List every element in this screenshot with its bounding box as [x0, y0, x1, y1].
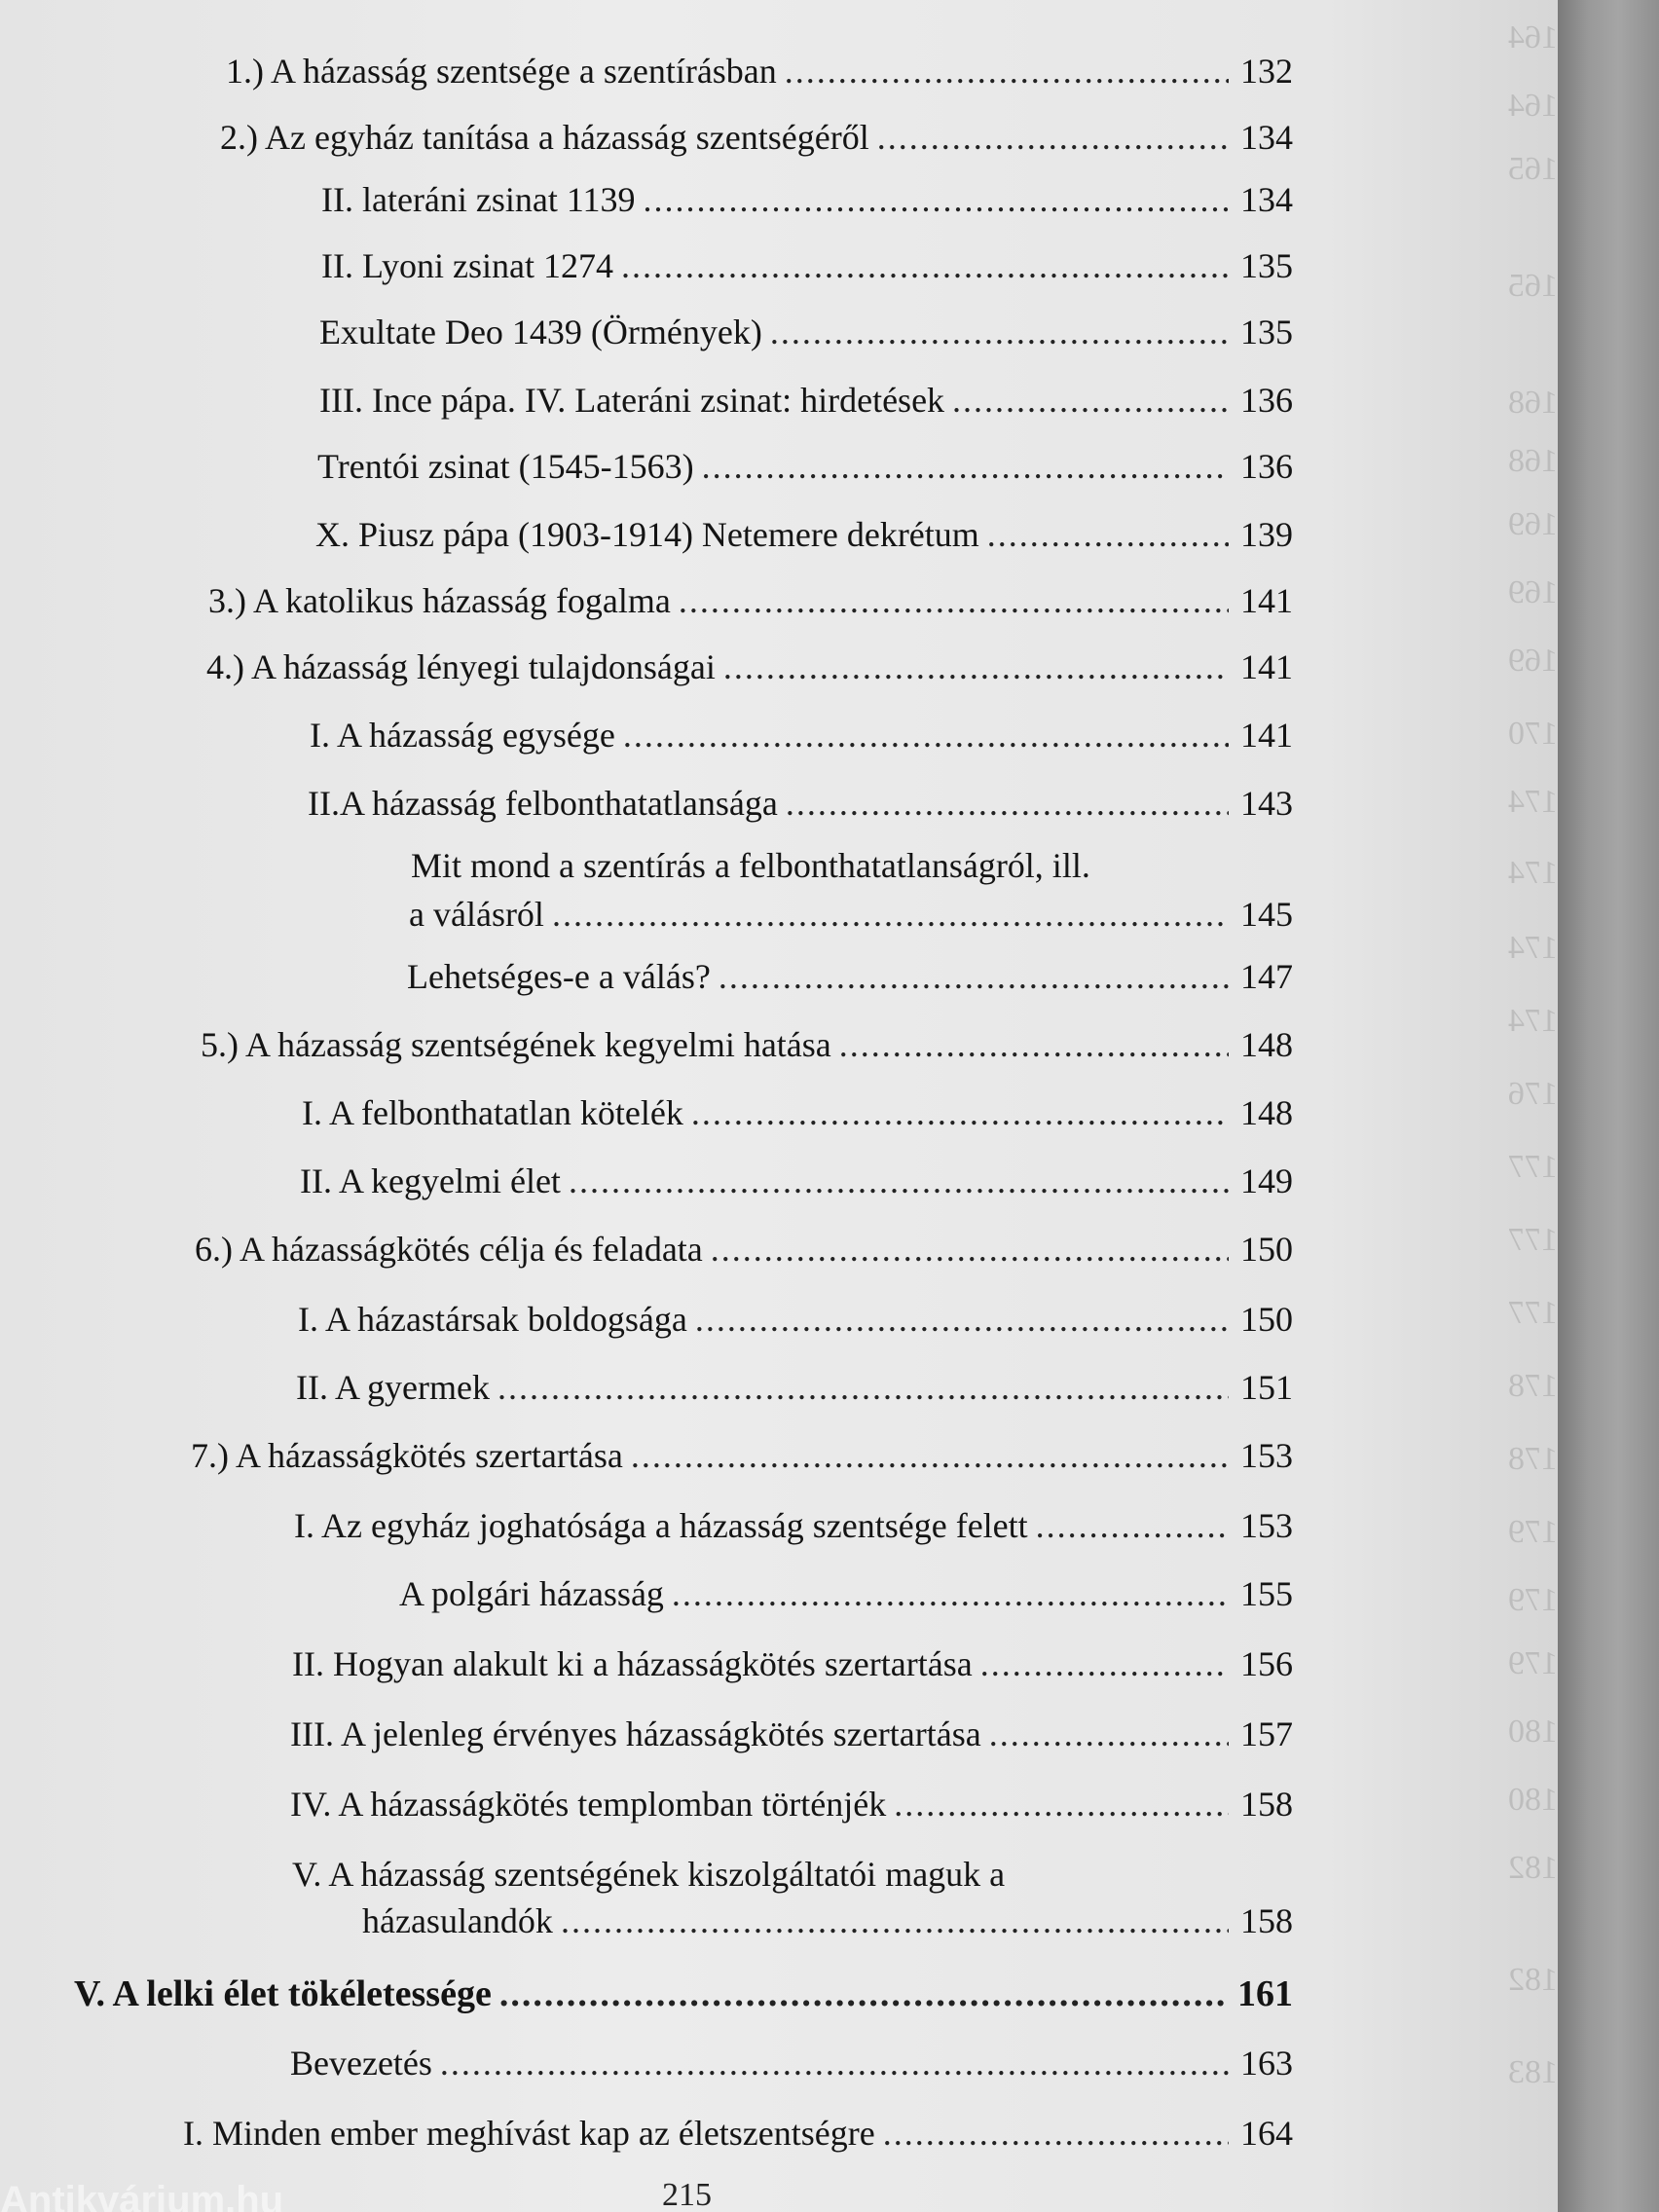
toc-entry: [308, 783, 1293, 824]
toc-entry: [290, 1714, 1293, 1754]
toc-entry-page: 134: [1240, 180, 1293, 219]
toc-entry: [206, 646, 1293, 687]
leader-dots: [679, 580, 1229, 621]
toc-entry-page: 139: [1240, 515, 1293, 554]
bleed-through-text: 179: [1508, 1582, 1558, 1618]
toc-entry: [399, 1573, 1293, 1614]
toc-entry-page: 149: [1240, 1161, 1293, 1200]
toc-entry-page: 136: [1240, 447, 1293, 486]
leader-dots: [631, 1435, 1229, 1476]
leader-dots: [894, 1784, 1229, 1825]
leader-dots: [621, 245, 1229, 286]
toc-entry-page: 143: [1240, 784, 1293, 823]
bleed-through-text: 178: [1508, 1441, 1558, 1477]
toc-entry-title: II. A gyermek: [296, 1368, 490, 1407]
toc-entry-page: 145: [1240, 895, 1293, 934]
bleed-through-text: 179: [1508, 1645, 1558, 1681]
leader-dots: [691, 1092, 1229, 1133]
toc-entry-page: 134: [1240, 118, 1293, 157]
leader-dots: [672, 1573, 1229, 1614]
leader-dots: [569, 1161, 1229, 1201]
bleed-through-text: 174: [1508, 784, 1558, 820]
toc-entry-page: 157: [1240, 1714, 1293, 1753]
toc-entry-title: Exultate Deo 1439 (Örmények): [319, 313, 762, 351]
toc-entry: [292, 1643, 1293, 1684]
toc-entry: [183, 2113, 1293, 2154]
bleed-through-text: 174: [1508, 855, 1558, 891]
leader-dots: [989, 1714, 1229, 1754]
toc-entry-title-line1: V. A házasság szentségének kiszolgáltatói maguk a: [292, 1855, 1006, 1894]
toc-entry-page: 156: [1240, 1644, 1293, 1683]
toc-entry: [409, 894, 1293, 935]
watermark: Antikvárium.hu: [0, 2179, 284, 2212]
bleed-through-text: 169: [1508, 506, 1558, 542]
toc-entry-page: 153: [1240, 1506, 1293, 1545]
toc-entry-page: 148: [1240, 1025, 1293, 1064]
toc-entry-title: X. Piusz pápa (1903-1914) Netemere dekrétum: [315, 515, 979, 554]
leader-dots: [552, 894, 1229, 935]
toc-entry-page: 148: [1240, 1093, 1293, 1132]
bleed-through-text: 174: [1508, 930, 1558, 966]
toc-entry: [321, 245, 1293, 286]
toc-entry-title: A polgári házasság: [399, 1574, 664, 1613]
bleed-through-text: 180: [1508, 1714, 1558, 1750]
leader-dots: [785, 51, 1229, 92]
toc-entry-title: II. lateráni zsinat 1139: [321, 180, 636, 219]
toc-entry: [191, 1435, 1293, 1476]
bleed-through-text: 169: [1508, 643, 1558, 679]
bleed-through-text: 174: [1508, 1003, 1558, 1039]
toc-entry-title: I. A házasság egysége: [310, 716, 615, 755]
toc-entry-title: 4.) A házasság lényegi tulajdonságai: [206, 647, 716, 686]
toc-entry-title: II. A kegyelmi élet: [300, 1161, 561, 1200]
toc-entry: [290, 1784, 1293, 1825]
leader-dots: [702, 446, 1229, 487]
toc-entry-title-line1: Mit mond a szentírás a felbonthatatlanságról, ill.: [411, 846, 1090, 885]
bleed-through-text: 164: [1508, 19, 1558, 55]
toc-entry-page: 164: [1240, 2114, 1293, 2153]
bleed-through-text: 182: [1508, 1850, 1558, 1886]
bleed-through-text: 180: [1508, 1782, 1558, 1818]
toc-entry: [208, 580, 1293, 621]
leader-dots: [883, 2113, 1229, 2154]
bleed-through-text: 177: [1508, 1295, 1558, 1331]
leader-dots: [877, 117, 1229, 158]
page-edge-shadow: [1558, 0, 1659, 2212]
toc-entry-title: Trentói zsinat (1545-1563): [317, 447, 694, 486]
toc-entry-page: 158: [1240, 1901, 1293, 1940]
toc-entry: [298, 1299, 1293, 1340]
toc-entry: [310, 715, 1293, 756]
toc-entry: [296, 1367, 1293, 1408]
bleed-through-text: 183: [1508, 2054, 1558, 2090]
leader-dots: [695, 1299, 1229, 1340]
leader-dots: [711, 1229, 1229, 1270]
toc-entry: [321, 179, 1293, 220]
toc-entry: [362, 1900, 1293, 1941]
toc-entry: [226, 51, 1293, 92]
toc-entry-page: 136: [1240, 381, 1293, 420]
bleed-through-text: 164: [1508, 88, 1558, 124]
toc-entry: [201, 1024, 1293, 1065]
leader-dots: [980, 1643, 1229, 1684]
leader-dots: [498, 1367, 1229, 1408]
leader-dots: [440, 2043, 1229, 2083]
toc-entry: [317, 446, 1293, 487]
toc-entry: [407, 956, 1293, 997]
leader-dots: [561, 1900, 1229, 1941]
toc-entry-title: IV. A házasságkötés templomban történjék: [290, 1785, 887, 1824]
leader-dots: [644, 179, 1229, 220]
toc-entry: [319, 312, 1293, 352]
leader-dots: [952, 380, 1229, 421]
bleed-through-text: 177: [1508, 1222, 1558, 1258]
toc-entry-title: II. Lyoni zsinat 1274: [321, 246, 613, 285]
toc-entry-page: 135: [1240, 313, 1293, 351]
bleed-through-text: 177: [1508, 1149, 1558, 1185]
toc-entry-title: V. A lelki élet tökéletessége: [74, 1973, 492, 2014]
bleed-through-text: 182: [1508, 1962, 1558, 1998]
toc-entry-page: 132: [1240, 52, 1293, 91]
toc-entry-page: 141: [1240, 581, 1293, 620]
page-number: 215: [662, 2177, 712, 2212]
bleed-through-text: 168: [1508, 443, 1558, 479]
toc-chapter-entry: [74, 1972, 1293, 2015]
leader-dots: [770, 312, 1229, 352]
toc-entry-title: I. Az egyház joghatósága a házasság szentsége felett: [294, 1506, 1028, 1545]
toc-entry-title: I. A felbonthatatlan kötelék: [302, 1093, 683, 1132]
toc-entry-title: 2.) Az egyház tanítása a házasság szentségéről: [220, 118, 869, 157]
toc-entry-page: 163: [1240, 2044, 1293, 2083]
bleed-through-text: 165: [1508, 151, 1558, 187]
bleed-through-text: 179: [1508, 1514, 1558, 1550]
leader-dots: [499, 1972, 1229, 2015]
bleed-through-text: 178: [1508, 1368, 1558, 1404]
leader-dots: [623, 715, 1229, 756]
toc-entry-page: 141: [1240, 716, 1293, 755]
bleed-through-text: 165: [1508, 268, 1558, 304]
bleed-through-text: 169: [1508, 574, 1558, 610]
leader-dots: [987, 514, 1229, 555]
toc-entry: [195, 1229, 1293, 1270]
toc-entry-title: 6.) A házasságkötés célja és feladata: [195, 1230, 703, 1269]
toc-entry-title: Bevezetés: [290, 2044, 432, 2083]
toc-entry-page: 161: [1237, 1973, 1293, 2014]
toc-entry-title: III. A jelenleg érvényes házasságkötés szertartása: [290, 1714, 981, 1753]
bleed-through-text: 176: [1508, 1076, 1558, 1112]
toc-entry-title: 7.) A házasságkötés szertartása: [191, 1436, 623, 1475]
leader-dots: [786, 783, 1229, 824]
toc-entry-page: 158: [1240, 1785, 1293, 1824]
toc-entry-title: II. Hogyan alakult ki a házasságkötés szertartása: [292, 1644, 973, 1683]
leader-dots: [839, 1024, 1229, 1065]
toc-entry-title: 3.) A katolikus házasság fogalma: [208, 581, 671, 620]
toc-entry: [315, 514, 1293, 555]
toc-entry-title: III. Ince pápa. IV. Lateráni zsinat: hirdetések: [319, 381, 945, 420]
toc-entry-page: 135: [1240, 246, 1293, 285]
toc-entry-title: I. A házastársak boldogsága: [298, 1300, 687, 1339]
toc-entry-title: 5.) A házasság szentségének kegyelmi hatása: [201, 1025, 831, 1064]
toc-entry-page: 147: [1240, 957, 1293, 996]
toc-entry: [290, 2043, 1293, 2083]
toc-entry: [302, 1092, 1293, 1133]
toc-entry: [220, 117, 1293, 158]
toc-entry-title: Lehetséges-e a válás?: [407, 957, 711, 996]
toc-entry-title: II.A házasság felbonthatatlansága: [308, 784, 778, 823]
bleed-through-text: 168: [1508, 385, 1558, 421]
toc-entry: [300, 1161, 1293, 1201]
bleed-through-text: 170: [1508, 716, 1558, 752]
toc-entry-page: 150: [1240, 1300, 1293, 1339]
toc-entry-page: 150: [1240, 1230, 1293, 1269]
toc-entry-page: 151: [1240, 1368, 1293, 1407]
toc-entry-title: 1.) A házasság szentsége a szentírásban: [226, 52, 777, 91]
toc-entry: [319, 380, 1293, 421]
toc-entry-page: 155: [1240, 1574, 1293, 1613]
leader-dots: [719, 956, 1229, 997]
toc-entry-title: I. Minden ember meghívást kap az életszentségre: [183, 2114, 875, 2153]
leader-dots: [723, 646, 1229, 687]
toc-entry-page: 141: [1240, 647, 1293, 686]
toc-entry-title: házasulandók: [362, 1901, 553, 1940]
toc-entry: [294, 1505, 1293, 1546]
leader-dots: [1036, 1505, 1229, 1546]
toc-entry-page: 153: [1240, 1436, 1293, 1475]
toc-entry-title: a válásról: [409, 895, 544, 934]
